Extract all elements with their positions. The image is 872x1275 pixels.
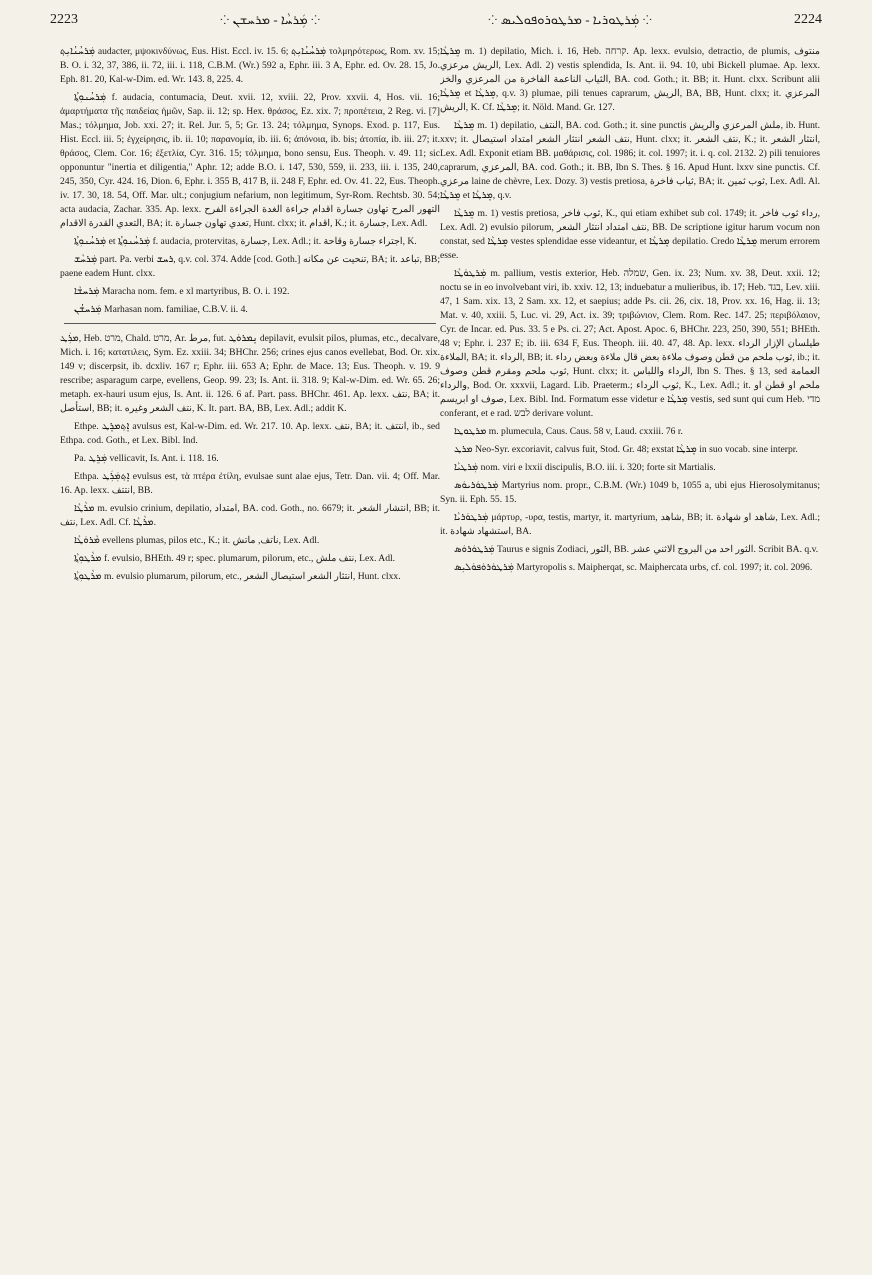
right-column: [440, 45, 820, 1260]
left-column: [60, 45, 440, 1260]
running-title-right: ⁘ ܡܲܪܛܘܪܝܐ - ܡܪܛܘܪܘܦܘܠܝܣ ⁘: [487, 12, 652, 27]
entry: ܡܪܛܘܛܐ m. plumecula, Caus. Caus. 58 v, Laud. cxxiii. 76 r.: [454, 426, 683, 437]
section-divider: [64, 323, 436, 324]
entry: ܡܪܵܛܘܼܬ݂ܵܐ m. evulsio plumarum, pilorum, etc., انتثار الشعر استيصال الشعر, Hunt. clxx.: [74, 571, 401, 582]
page-number-left: 2223: [50, 12, 78, 27]
entry: ܡܲܪܚܳܢܘܼܬ݂ܳܐ et ܡܲܪܚܳܢܘܼܬ݂ܳܐ f. audacia, protervitas, جسارة, Lex. Adl.; it. اجتراء جسارة وقاحة, K.: [74, 236, 417, 247]
entry: ܡܲܪܚܵܫ part. Pa. verbi ܪܚܫ, q.v. col. 374. Adde [cod. Goth.] تنحيت عن مكانه, BA; it. تباعد, BB; paene eadem Hunt. clxx.: [60, 254, 440, 279]
entry: ܡܲܪܛܘܿܪܘܿܣ Taurus e signis Zodiaci, الثور, BB. الثور احد من البروج الاثني عشر. Scribit BA. q.v.: [454, 544, 819, 555]
entry: ܡܲܪܛܘܿܪܘܿܦܘܿܠܝܼܣ Martyropolis s. Maipherqat, sc. Maiphercata urbs, cf. col. 1997; it. col. 2096.: [454, 562, 813, 573]
entry: ܡܪܲܛ, Heb. מרט, Chald. מרט, Ar. مرط, fut. ܢܸܡܪܘܿܛ depilavit, evulsit pilos, plumas, etc., decalvare, Mich. i. 16; κατατιλεις, Sym. Ez. xxiii. 34; BHChr. 256; crines ejus canos evellebat, Bod. Or. xix. 149 v; discerpsit, ib. dcxliv. 167 r; Ephr. iii. 653 A; Ephr. de Mace. 13; Eus. Theoph. v. 19. 9 rescribe; asparagum carpe, evellens, Geop. 99. 23; Is. Ant. ii. 318. 9; Kal-w-Dim. ed. Wr. 65. 26; metaph. ex-hauri usum ejus, Is. Ant. ii. 126. 6 af. Part. pass. BHChr. 461. Ap. lexx. نتف, BA; it. استأصل, BB; it. نتف الشعر وغيره, K. It. part. BA, BB, Lex. Adl.; addit K.: [60, 333, 440, 414]
entry: ܡܸܪܛܵܐ m. 1) depilatio, النتف, BA. cod. Goth.; it. sine punctis ملش المرعزي والريش, ib. Hunt. xxv; it. نتف الشعر انتثار الشعر امتداد استيصال, Hunt. clxx; it. نتف الشعر, K.; it. انتثار الشعر, Lex. Adl. Exponit etiam BB. μαθάρισις, col. 1986; it. col. 1997; it. i. q. col. 2132. 2) pili tenuiores caprarum, المرعزي, BA. cod. Goth.; it. BB, Ibn S. Thes. § 16. Apud Hunt. lxxv sine punctis. Cf. مرعزي laine de chèvre, Lex. Dozy. 3) vestis pretiosa, ثياب فاخرة, BA; it. ثوب ثمين, Lex. Adl. Al. ܡܸܪܛܵܐ et ܡܸܪܛܵܐ, q.v.: [440, 120, 820, 201]
page-number-right: 2224: [794, 12, 822, 27]
entry: Pa. ܡܲܪܸܛ vellicavit, Is. Ant. i. 118. 16.: [74, 453, 219, 464]
page-header: [50, 8, 822, 32]
entry: ܡܪܵܛܘܼܬ݂ܵܐ f. evulsio, BHEth. 49 r; spec. plumarum, pilorum, etc., نتف ملش, Lex. Adl.: [74, 553, 396, 564]
entry: ܡܲܪܚܳܢܳܐܝܼܬ݂ audacter, μψοκινδύνως, Eus. Hist. Eccl. iv. 15. 6; ܡܲܪܚܳܢܳܐܝܼܬ݂ τολμηρότερως, Rom. xv. 15; B. O. i. 32, 37, 386, ii. 72, iii. i. 118, C.B.M. (Wr.) 592 a, Ephr. iii. 3 A, Ephr. ed. Ov. 28. 15, Jo. Eph. 81. 20, Kal-w-Dim. ed. Wr. 143. 8, 225. 4.: [60, 46, 440, 85]
entry: ܡܲܪܛܘܿܛܵܐ m. pallium, vestis exterior, Heb. שמלה, Gen. ix. 23; Num. xv. 38, Deut. xxii. 12; noctu se in eo involvebant viri, ib. xxiv. 12, 13; induebatur a mulieribus, ib. 17; Heb. בגד, Lev. xiii. 47, 1 Sam. xix. 13, 2 Sam. xx. 12, et saepius; adde Ps. cii. 26, cix. 18, Prov. xx. 16, Hag. ii. 13; Mat. v. 40, xxiii. 5, Luc. vi. 29, Act. ix. 39; τριβώνιον, Clem. Rom. Rec. 147. 25; περιβόλαιον, Cyr. de Incar. ed. Pus. 33. 5 e Ps. ci. 27; Act. Apost. Apoc. 6, BHChr. 223, 250, 390, 551; BHEth. 48 v; Ephr. i. 237 E; ib. iii. 634 F, Eus. Theoph. iii. 40. 47, 48. Ap. lexx. طيلسان الإزار الرداء الملاءة, BA; it. الرداء, BB; it. ثوب ملحم من قطن وصوف ملاءة بعض قال ملاءة وبعض رداء, ib.; it. ثوب ملحم ومقرم قطن وصوف, Hunt. clxx; it. الرداء واللباس, Ibn S. Thes. § 13, sed العمامة والرداء, Bod. Or. xxxvii, Lagard. Lib. Praeterm.; ثوب الرداء, K., Lex. Adl.; it. ملحم او قطن او صوف او ابريسم, Lex. Bibl. Ind. Formatum esse videtur e ܡܸܪܛܵܐ vestis, sed sunt qui cum Heb. מדי conferant, et e rad. לבש derivare volunt.: [440, 268, 820, 419]
entry: ܡܲܪܛܘܿܪܝܵܐ μάρτυρ, -υρα, testis, martyr, it. martyrium, شاهد, BB; it. شاهد او شهادة, Lex. Adl.; it. استشهاد شهادة, BA.: [440, 512, 820, 537]
entry: ܡܲܪܛܝܵܐ nom. viri e lxxii discipulis, B.O. iii. i. 320; forte sit Martialis.: [454, 462, 716, 473]
entry: ܡܲܪܚܳܢܘܼܬ݂ܳܐ f. audacia, contumacia, Deut. xvii. 12, xviii. 22, Prov. xxvii. 4, Hos. vii. 16; ἁμαρτήματα τῆς παιδείας ἡμῶν, Sap. ii. 12; sp. Hex. θράσος, Ez. xix. 7; προπέτεια, 2 Reg. vi. [7] Mas.; τόλμημα, Job. xxi. 27; it. Rel. Jur. 5, 5; Gr. 13. 24; τόλμημα, Synops. Exod. p. 117, Eus. Hist. Eccl. iii. 5; ἐγχείρησις, ib. ii. 10; παρανομία, ib. iii. 6; ἀπόνοια, ib. bis; ἀτοπία, ib. iii. 27; it. θράσος, Clem. Cor. 16; ἐξετλία, Cyr. 316. 15; τόλμημα, bono sensu, Eus. Theoph. v. 49. 11; sic opponuntur "inertia et diligentia," Aphr. 12; adde B.O. i. 147, 530, 559, ii. 233, iii. i. 135, 240, 245, 350, Cyr. 424. 16, Dion. 6, Ephr. i. 355 B, 417 B, ii. 248 F, Ephr. ed. Ov. 41. 22, Eus. Theoph. iv. 17. 30, 18. 54, Off. Mar. ult.; conjugium nefarium, non legitimum, Syr-Rom. Rechtsb. 30. 54; acta audacia, Zachar. 335. Ap. lexx. التهور المرح تهاون جسارة اقدام جراءة الغدة الجراءة الفرح التعدي القدرة الاقدام, BA; it. تعدي تهاون جسارة, Hunt. clxx; it. اقدام, K.; it. جسارة, Lex. Adl.: [60, 92, 440, 229]
entry: ܡܵܪܘܿܛܵܐ evellens plumas, pilos etc., K.; it. ناتف, ماتش, Lex. Adl.: [74, 535, 320, 546]
entry: Ethpa. ܐܸܬ݂ܡܲܪܲܛ evulsus est, τὰ πτέρα ἐτίλη, evulsae sunt alae ejus, Tetr. Dan. vii. 4; Off. Mar. 16. Ap. lexx. انتتف, BB.: [60, 471, 440, 496]
entry: ܡܸܪܛܵܐ m. 1) vestis pretiosa, ثوب فاخر, K., qui etiam exhibet sub col. 1749; it. رداء ثوب فاخر, Lex. Adl. 2) evulsio pilorum, نتف امتداد انتثار الشعر, BB. De scriptione igitur harum vocum non constat, sed ܡܸܪܛܵܐ vestes splendidae esse videantur, et ܡܸܪܛܵܐ depilatio. Credo ܡܸܪܛܵܐ merum errorem esse.: [440, 208, 820, 261]
entry: ܡܪܵܛܵܐ m. evulsio crinium, depilatio, امتداد, BA. cod. Goth., no. 6679; it. انتشار الشعر, BB; it. نتف, Lex. Adl. Cf. ܡܪܵܛܵܐ.: [60, 503, 440, 528]
entry: ܡܸܪܛܵܐ m. 1) depilatio, Mich. i. 16, Heb. קרחה. Ap. lexx. evulsio, detractio, de plumis, منتوف الريش مرعزي, Lex. Adl. 2) vestis splendida, Is. Ant. ii. 94. 10, ubi Bickell plumae. Ap. lexx. الثياب الناعمة الفاخرة من المرعزي والخز, BA. cod. Goth.; it. BB; it. Hunt. clxx. Scribunt alii ܡܸܪܛܵܐ et ܡܸܪܛܵܐ, q.v. 3) plumae, pili tenues caprarum, الريش, BA, BB, Hunt. clxx; it. المرعزي الريش, K. Cf. ܡܸܪܛܵܐ; it. Nöld. Mand. Gr. 127.: [440, 46, 820, 113]
entry: ܡܲܪܛܘܿܪܝܘܿܣ Martyrius nom. propr., C.B.M. (Wr.) 1049 b, 1055 a, ubi ejus Hierosolymitanus; Syn. ii. Eph. 55. 15.: [440, 480, 820, 505]
entry: ܡܪܛ Neo-Syr. excoriavit, calvus fuit, Stod. Gr. 48; exstat ܡܸܪܛܵܐ in suo vocab. sine interpr.: [454, 444, 798, 455]
entry: ܡܲܪܚܫܳܢ Marhasan nom. familiae, C.B.V. ii. 4.: [74, 304, 248, 315]
running-title-left: ⁘ ܡܲܪܚܵܐ - ܡܪܚܫܢ ⁘: [220, 12, 321, 27]
entry: Ethpe. ܐܸܬ݂ܡܪܸܛ avulsus est, Kal-w-Dim. ed. Wr. 217. 10. Ap. lexx. نتف, BA; it. انتتف, ib., sed Ethpa. cod. Goth., et Lex. Bibl. Ind.: [60, 421, 440, 446]
entry: ܡܲܪܚܫܵܐ Maracha nom. fem. e xl martyribus, B. O. i. 192.: [74, 286, 290, 297]
